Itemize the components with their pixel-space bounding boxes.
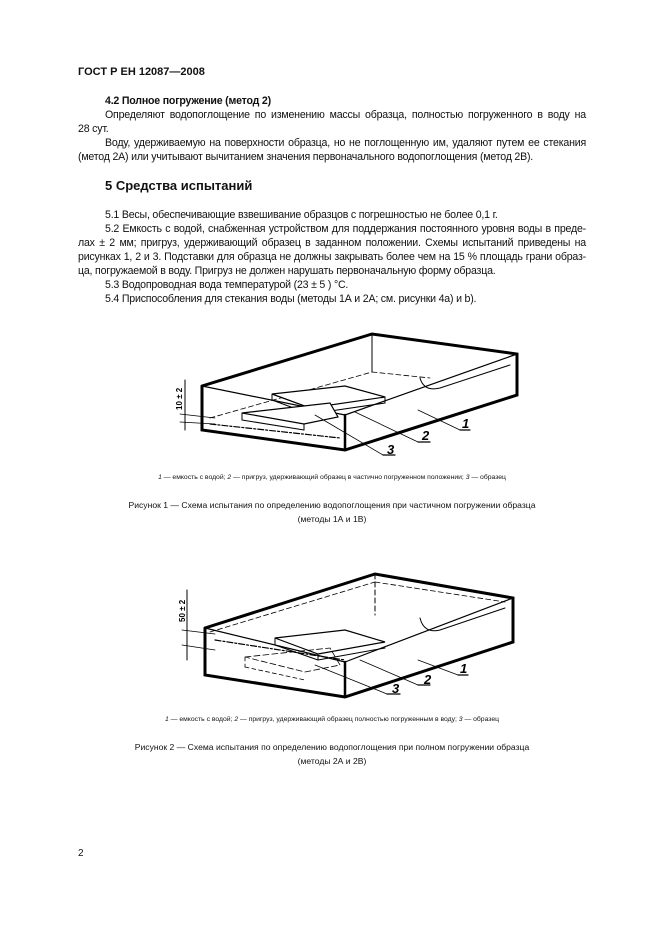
paragraph-line: Определяют водопоглощение по изменению массы образца, полностью погруженного в воду на [105, 109, 586, 121]
callout-1: 1 [462, 416, 470, 431]
figure-2-dimension: 50 ± 2 [178, 599, 187, 622]
figure-1-legend [78, 472, 586, 484]
legend-text: — образец [462, 716, 500, 723]
paragraph-line: (метод 2А) или учитывают вычитанием значения первоначального водопоглощения (метод 2В). [78, 151, 534, 163]
legend-text: — пригруз, удерживающий образец полностью погруженным в воду; [238, 716, 459, 723]
figure-2-caption: Рисунок 2 — Схема испытания по определению водопоглощения при полном погружении образца [134, 742, 530, 752]
paragraph-line: рисунках 1, 2 и 3. Подставки для образца не должны закрывать более чем на 15 % площадь грани образ- [78, 251, 586, 263]
callout-3: 3 [387, 442, 395, 457]
callout-1: 1 [460, 661, 468, 676]
paragraph-line: ца, погружаемой в воду. Пригруз не должен нарушать первоначальную форму образца. [78, 265, 496, 277]
callout-2: 2 [422, 428, 430, 443]
legend-text: — емкость с водой; [161, 474, 228, 481]
section-4-2-heading: 4.2 Полное погружение (метод 2) [105, 95, 271, 107]
legend-num: 1 [164, 716, 169, 723]
paragraph-line: 5.2 Емкость с водой, снабженная устройством для поддержания постоянного уровня воды в преде- [105, 223, 586, 235]
legend-num: 1 [158, 474, 162, 481]
paragraph-line: 28 сут. [78, 123, 109, 135]
paragraph-line: 5.4 Приспособления для стекания воды (методы 1А и 2А; см. рисунки 4a) и b). [105, 293, 477, 305]
legend-text: — емкость с водой; [168, 716, 235, 723]
figure-2-legend [78, 714, 586, 726]
paragraph-line: лах ± 2 мм; пригруз, удерживающий образец в заданном положении. Схемы испытаний приведены на [78, 237, 586, 249]
legend-text: — образец [469, 474, 506, 481]
figure-1-caption: Рисунок 1 — Схема испытания по определению водопоглощения при частичном погружении образца [128, 500, 536, 510]
paragraph-line: 5.3 Водопроводная вода температурой (23 ± 5 ) °С. [105, 279, 349, 291]
legend-num: 2 [227, 474, 232, 481]
legend-num: 2 [234, 716, 239, 723]
section-5-heading: 5 Средства испытаний [105, 178, 253, 193]
legend-num: 3 [458, 716, 463, 723]
figure-1-caption-methods: (методы 1А и 1В) [297, 514, 367, 524]
page-number: 2 [78, 848, 84, 859]
legend-text: — пригруз, удерживающий образец в частично погруженном положении; [231, 474, 466, 481]
paragraph-line: Воду, удерживаемую на поверхности образца, но не поглощенную им, удаляют путем ее стекания [105, 137, 586, 149]
figure-1-dimension: 10 ± 2 [175, 387, 184, 410]
callout-3: 3 [392, 681, 400, 696]
document-header: ГОСТ Р ЕН 12087—2008 [78, 66, 205, 78]
callout-2: 2 [424, 672, 432, 687]
legend-num: 3 [465, 474, 470, 481]
figure-2-caption-methods: (методы 2А и 2В) [297, 756, 367, 766]
paragraph-line: 5.1 Весы, обеспечивающие взвешивание образцов с погрешностью не более 0,1 г. [105, 209, 498, 221]
